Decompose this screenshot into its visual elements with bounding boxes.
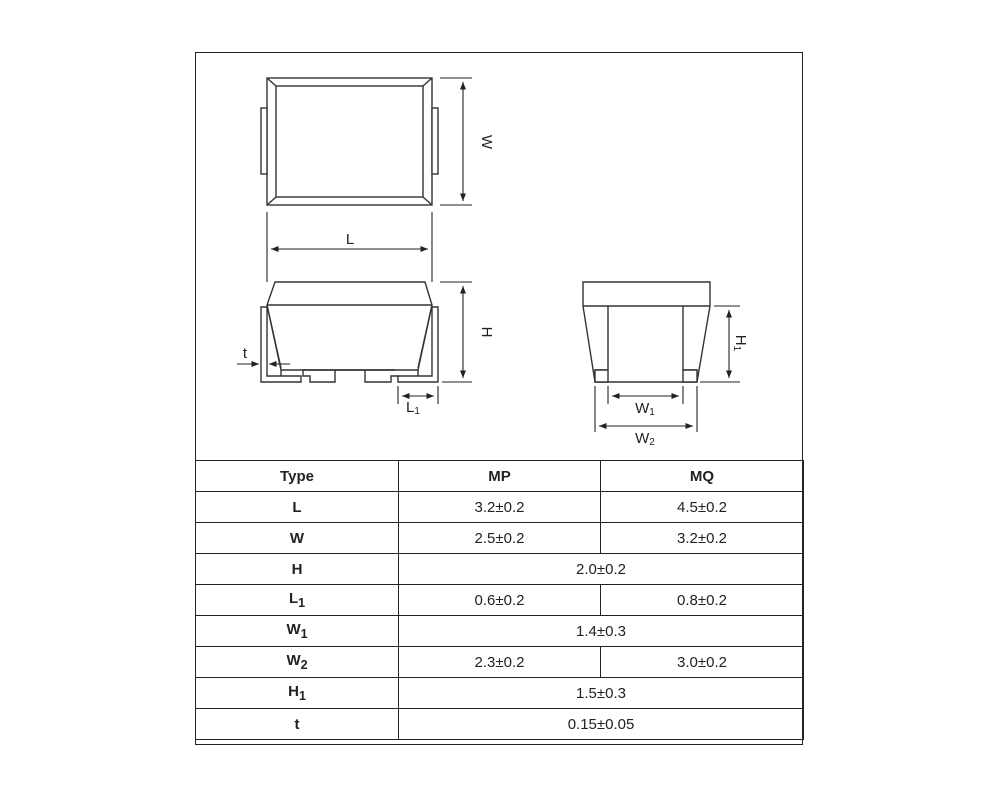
param-symbol: W [289, 529, 305, 547]
param-cell [196, 678, 399, 709]
table-row [196, 585, 804, 616]
param-cell [196, 554, 399, 585]
dimension-w [440, 78, 472, 205]
label-w: W [478, 134, 495, 150]
dimension-table [195, 460, 804, 740]
table-row [196, 647, 804, 678]
table-header-row [196, 461, 804, 492]
label-h1: H1 [731, 334, 749, 352]
param-subscript: 2 [300, 658, 308, 672]
value-cell-mp: 3.2±0.2 [399, 492, 601, 523]
header-type: Type [196, 461, 399, 492]
value-cell-shared: 1.5±0.3 [399, 678, 804, 709]
value-cell-mp: 2.5±0.2 [399, 523, 601, 554]
label-w1: W1 [635, 400, 655, 418]
top-view [261, 78, 438, 205]
param-subscript: 1 [298, 689, 306, 703]
dimension-h [440, 282, 472, 382]
end-view [583, 282, 710, 382]
table-row [196, 492, 804, 523]
param-cell [196, 647, 399, 678]
param-cell [196, 709, 399, 740]
param-symbol: H [291, 560, 303, 578]
param-symbol: L [288, 590, 299, 607]
header-mp: MP [399, 461, 601, 492]
label-h: H [478, 326, 495, 338]
value-cell-shared: 2.0±0.2 [399, 554, 804, 585]
header-mq: MQ [601, 461, 804, 492]
value-cell-mq: 3.0±0.2 [601, 647, 804, 678]
param-cell [196, 616, 399, 647]
table-row [196, 523, 804, 554]
param-symbol: W [286, 652, 301, 669]
value-cell-mp: 2.3±0.2 [399, 647, 601, 678]
param-cell [196, 523, 399, 554]
param-symbol: H [288, 683, 299, 700]
label-l1: L1 [406, 399, 420, 417]
label-w2: W2 [635, 430, 655, 448]
param-symbol: L [292, 498, 302, 516]
table-body [196, 492, 804, 740]
table-row [196, 554, 804, 585]
table-row [196, 616, 804, 647]
side-view [261, 282, 438, 382]
dimension-l1 [398, 386, 438, 404]
value-cell-mq: 0.8±0.2 [601, 585, 804, 616]
value-cell-mq: 4.5±0.2 [601, 492, 804, 523]
param-symbol: t [294, 715, 300, 733]
param-subscript: 1 [300, 627, 308, 641]
table-row [196, 709, 804, 740]
value-cell-shared: 0.15±0.05 [399, 709, 804, 740]
value-cell-shared: 1.4±0.3 [399, 616, 804, 647]
param-symbol: W [286, 621, 301, 638]
value-cell-mp: 0.6±0.2 [399, 585, 601, 616]
table-row [196, 678, 804, 709]
param-cell [196, 585, 399, 616]
label-l: L [345, 231, 355, 248]
param-subscript: 1 [298, 596, 306, 610]
value-cell-mq: 3.2±0.2 [601, 523, 804, 554]
param-cell [196, 492, 399, 523]
label-t: t [242, 345, 248, 362]
